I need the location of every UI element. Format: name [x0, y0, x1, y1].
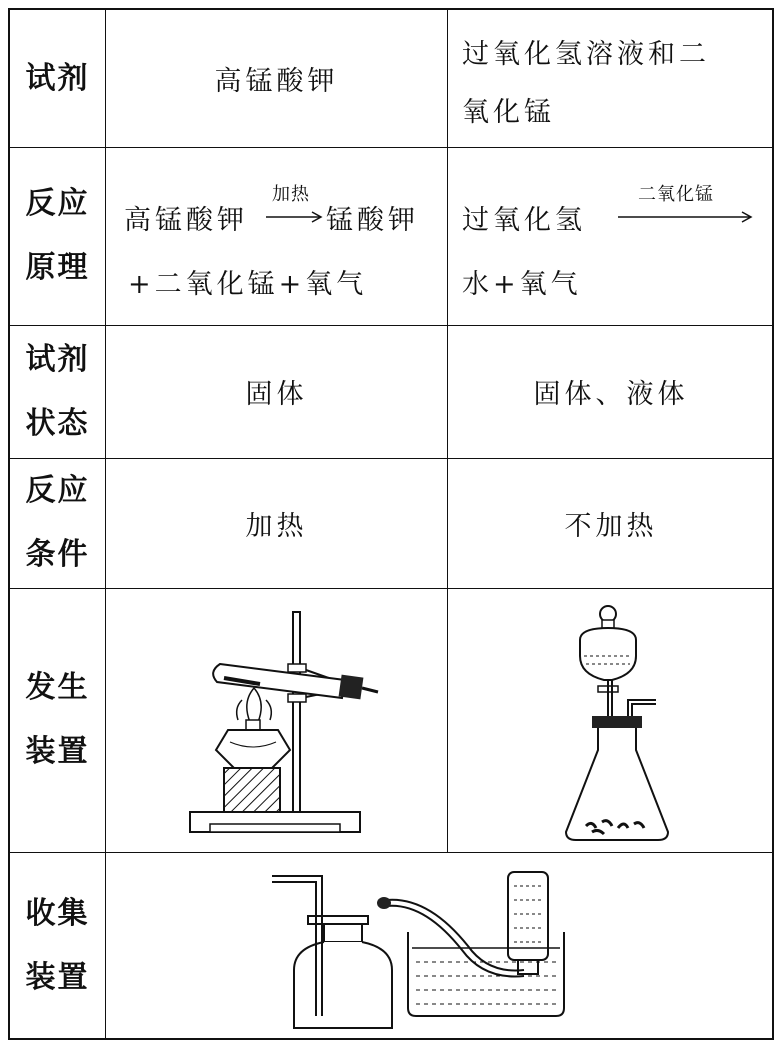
header-text [26, 882, 90, 1010]
header-line: 装置 [25, 960, 90, 995]
header-line: 收集 [25, 896, 90, 931]
header-condition [10, 458, 105, 588]
heating-apparatus-illustration [180, 602, 380, 842]
header-text [26, 459, 90, 587]
row-divider [10, 147, 772, 148]
header-line: 原理 [25, 250, 90, 285]
reagent-h2o2-line1: 过氧化氢溶液和二 [462, 39, 710, 70]
header-principle [10, 147, 105, 325]
reagent-kmno4 [106, 10, 447, 147]
header-line: 装置 [25, 734, 90, 769]
reagent-kmno4-text: 高锰酸钾 [214, 66, 339, 97]
reaction-arrow-icon [618, 210, 758, 224]
principle-right-condition: 二氧化锰 [638, 184, 714, 205]
header-line: 发生 [25, 670, 90, 705]
header-line: 反应 [25, 186, 90, 221]
principle-left-line2: +二氧化锰+氧气 [128, 269, 368, 300]
header-line: 试剂 [25, 60, 90, 96]
experiment-table [8, 8, 774, 1040]
reagent-h2o2-line2: 氧化锰 [462, 97, 555, 128]
water-trough-illustration [408, 866, 608, 1036]
reaction-arrow-icon [266, 210, 326, 224]
header-generation [10, 588, 105, 852]
header-collection [10, 852, 105, 1040]
header-text [26, 328, 90, 456]
header-line: 条件 [25, 537, 90, 572]
header-line: 试剂 [25, 341, 90, 377]
header-text [26, 656, 90, 784]
condition-right [448, 458, 774, 588]
header-text [26, 172, 90, 300]
header-text [26, 47, 90, 111]
condition-left [106, 458, 447, 588]
condition-left-text: 加热 [245, 510, 308, 542]
principle-left-product: 锰酸钾 [326, 205, 419, 236]
row-divider [10, 852, 772, 853]
header-state [10, 325, 105, 458]
header-line: 反应 [25, 473, 90, 508]
row-divider [10, 588, 772, 589]
state-left-text: 固体 [245, 379, 308, 410]
principle-left-reactant: 高锰酸钾 [124, 205, 248, 236]
header-line: 状态 [25, 405, 90, 441]
gas-bottle-illustration [272, 866, 392, 1036]
state-right-text: 固体、液体 [533, 379, 689, 410]
state-right [448, 325, 774, 458]
state-left [106, 325, 447, 458]
principle-left-condition: 加热 [272, 184, 310, 205]
flask-apparatus-illustration [558, 600, 698, 848]
principle-right-reactant: 过氧化氢 [462, 205, 586, 236]
condition-right-text: 不加热 [564, 510, 658, 542]
header-reagent [10, 10, 105, 147]
principle-right-line2: 水+氧气 [462, 269, 582, 300]
